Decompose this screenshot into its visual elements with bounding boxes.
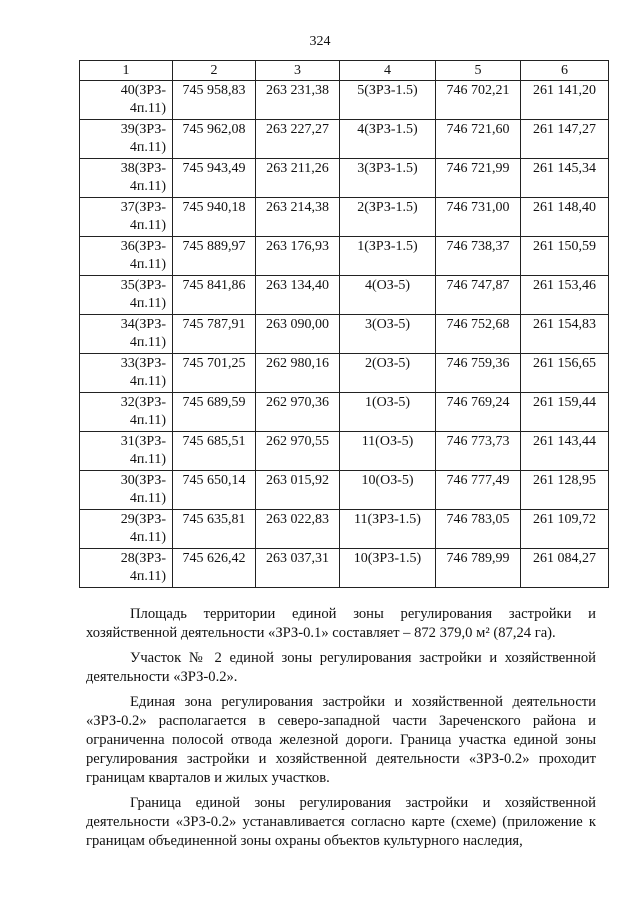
x-coordinate-cell: 745 940,18	[173, 198, 256, 237]
point-id-cell	[80, 315, 173, 354]
x-coordinate-cell-2: 746 769,24	[436, 393, 521, 432]
point-id-cell-2: 3(ЗРЗ-1.5)	[340, 159, 436, 198]
point-id-cell-2: 1(ОЗ-5)	[340, 393, 436, 432]
body-text	[86, 605, 596, 857]
paragraph-section-title: Участок № 2 единой зоны регулирования застройки и хозяйственной деятельности «ЗРЗ-0.2».	[86, 650, 596, 685]
y-coordinate-cell: 263 134,40	[256, 276, 340, 315]
point-id-line-2: 4п.11)	[129, 569, 166, 584]
x-coordinate-cell-2: 746 731,00	[436, 198, 521, 237]
column-header: 1	[80, 61, 173, 81]
point-id-cell	[80, 510, 173, 549]
column-header: 3	[256, 61, 340, 81]
point-id-line-1: 35(ЗРЗ-	[120, 278, 166, 293]
column-header: 5	[436, 61, 521, 81]
y-coordinate-cell-2: 261 148,40	[521, 198, 609, 237]
point-id-line-1: 39(ЗРЗ-	[120, 122, 166, 137]
y-coordinate-cell: 262 970,55	[256, 432, 340, 471]
y-coordinate-cell-2: 261 128,95	[521, 471, 609, 510]
coordinates-table	[79, 60, 609, 588]
y-coordinate-cell: 263 211,26	[256, 159, 340, 198]
x-coordinate-cell-2: 746 773,73	[436, 432, 521, 471]
point-id-cell	[80, 237, 173, 276]
y-coordinate-cell-2: 261 150,59	[521, 237, 609, 276]
y-coordinate-cell-2: 261 084,27	[521, 549, 609, 588]
point-id-line-2: 4п.11)	[129, 452, 166, 467]
point-id-line-1: 31(ЗРЗ-	[120, 434, 166, 449]
y-coordinate-cell: 263 015,92	[256, 471, 340, 510]
y-coordinate-cell: 263 227,27	[256, 120, 340, 159]
y-coordinate-cell-2: 261 156,65	[521, 354, 609, 393]
point-id-line-1: 30(ЗРЗ-	[120, 473, 166, 488]
y-coordinate-cell-2: 261 154,83	[521, 315, 609, 354]
x-coordinate-cell-2: 746 702,21	[436, 81, 521, 120]
table-row	[80, 159, 609, 198]
table-row	[80, 198, 609, 237]
point-id-cell	[80, 120, 173, 159]
x-coordinate-cell-2: 746 777,49	[436, 471, 521, 510]
x-coordinate-cell: 745 841,86	[173, 276, 256, 315]
x-coordinate-cell: 745 958,83	[173, 81, 256, 120]
x-coordinate-cell-2: 746 738,37	[436, 237, 521, 276]
table-row	[80, 510, 609, 549]
point-id-line-2: 4п.11)	[129, 374, 166, 389]
x-coordinate-cell-2: 746 721,60	[436, 120, 521, 159]
point-id-cell	[80, 393, 173, 432]
point-id-cell-2: 1(ЗРЗ-1.5)	[340, 237, 436, 276]
point-id-line-2: 4п.11)	[129, 413, 166, 428]
point-id-cell	[80, 159, 173, 198]
x-coordinate-cell-2: 746 747,87	[436, 276, 521, 315]
x-coordinate-cell: 745 943,49	[173, 159, 256, 198]
y-coordinate-cell-2: 261 145,34	[521, 159, 609, 198]
x-coordinate-cell-2: 746 783,05	[436, 510, 521, 549]
point-id-line-1: 28(ЗРЗ-	[120, 551, 166, 566]
x-coordinate-cell: 745 701,25	[173, 354, 256, 393]
point-id-line-2: 4п.11)	[129, 179, 166, 194]
x-coordinate-cell: 745 685,51	[173, 432, 256, 471]
y-coordinate-cell-2: 261 153,46	[521, 276, 609, 315]
point-id-cell-2: 4(ЗРЗ-1.5)	[340, 120, 436, 159]
table-row	[80, 471, 609, 510]
table-row	[80, 393, 609, 432]
point-id-line-2: 4п.11)	[129, 218, 166, 233]
point-id-cell	[80, 549, 173, 588]
point-id-line-1: 32(ЗРЗ-	[120, 395, 166, 410]
y-coordinate-cell: 263 214,38	[256, 198, 340, 237]
x-coordinate-cell-2: 746 789,99	[436, 549, 521, 588]
point-id-line-1: 33(ЗРЗ-	[120, 356, 166, 371]
table-row	[80, 81, 609, 120]
y-coordinate-cell: 263 090,00	[256, 315, 340, 354]
x-coordinate-cell: 745 650,14	[173, 471, 256, 510]
point-id-cell-2: 2(ЗРЗ-1.5)	[340, 198, 436, 237]
point-id-line-1: 36(ЗРЗ-	[120, 239, 166, 254]
y-coordinate-cell-2: 261 143,44	[521, 432, 609, 471]
y-coordinate-cell-2: 261 141,20	[521, 81, 609, 120]
paragraph-area: Площадь территории единой зоны регулирования застройки и хозяйственной деятельности «ЗРЗ-0.1» составляет – 872 379,0 м² (87,24 га).	[86, 606, 596, 641]
column-header: 4	[340, 61, 436, 81]
table-row	[80, 237, 609, 276]
x-coordinate-cell: 745 689,59	[173, 393, 256, 432]
y-coordinate-cell-2: 261 159,44	[521, 393, 609, 432]
table-row	[80, 549, 609, 588]
x-coordinate-cell-2: 746 721,99	[436, 159, 521, 198]
point-id-cell	[80, 471, 173, 510]
point-id-line-2: 4п.11)	[129, 296, 166, 311]
table-row	[80, 276, 609, 315]
point-id-line-1: 37(ЗРЗ-	[120, 200, 166, 215]
point-id-line-2: 4п.11)	[129, 257, 166, 272]
point-id-cell	[80, 354, 173, 393]
point-id-line-2: 4п.11)	[129, 530, 166, 545]
point-id-cell	[80, 81, 173, 120]
point-id-cell-2: 4(ОЗ-5)	[340, 276, 436, 315]
column-header: 2	[173, 61, 256, 81]
point-id-cell-2: 10(ЗРЗ-1.5)	[340, 549, 436, 588]
column-header: 6	[521, 61, 609, 81]
point-id-cell	[80, 432, 173, 471]
y-coordinate-cell: 263 022,83	[256, 510, 340, 549]
point-id-line-2: 4п.11)	[129, 491, 166, 506]
point-id-line-2: 4п.11)	[129, 335, 166, 350]
table-row	[80, 432, 609, 471]
point-id-line-1: 34(ЗРЗ-	[120, 317, 166, 332]
table-row	[80, 354, 609, 393]
table-header-row	[80, 61, 609, 81]
point-id-line-1: 38(ЗРЗ-	[120, 161, 166, 176]
point-id-cell-2: 5(ЗРЗ-1.5)	[340, 81, 436, 120]
table-body	[80, 81, 609, 588]
point-id-line-2: 4п.11)	[129, 101, 166, 116]
point-id-line-1: 29(ЗРЗ-	[120, 512, 166, 527]
point-id-cell-2: 10(ОЗ-5)	[340, 471, 436, 510]
y-coordinate-cell: 263 176,93	[256, 237, 340, 276]
x-coordinate-cell: 745 635,81	[173, 510, 256, 549]
point-id-line-1: 40(ЗРЗ-	[120, 83, 166, 98]
x-coordinate-cell: 745 626,42	[173, 549, 256, 588]
point-id-cell-2: 2(ОЗ-5)	[340, 354, 436, 393]
point-id-line-2: 4п.11)	[129, 140, 166, 155]
table-row	[80, 120, 609, 159]
point-id-cell	[80, 198, 173, 237]
table-row	[80, 315, 609, 354]
point-id-cell-2: 11(ЗРЗ-1.5)	[340, 510, 436, 549]
point-id-cell-2: 11(ОЗ-5)	[340, 432, 436, 471]
y-coordinate-cell-2: 261 147,27	[521, 120, 609, 159]
paragraph-boundary: Граница единой зоны регулирования застройки и хозяйственной деятельности «ЗРЗ-0.2» устанавливается согласно карте (схеме) (приложение к границам объединенной зоны охраны объектов культурного наследия,	[86, 795, 596, 849]
point-id-cell	[80, 276, 173, 315]
paragraph-location: Единая зона регулирования застройки и хозяйственной деятельности «ЗРЗ-0.2» располагается в северо-западной части Зареченского района и ограниченна полосой отвода железной дороги. Граница участка единой зоны регулирования застройки и хозяйственной деятельности «ЗРЗ-0.2» проходит границам кварталов и жилых участков.	[86, 694, 596, 786]
y-coordinate-cell: 263 037,31	[256, 549, 340, 588]
x-coordinate-cell: 745 889,97	[173, 237, 256, 276]
point-id-cell-2: 3(ОЗ-5)	[340, 315, 436, 354]
y-coordinate-cell: 262 980,16	[256, 354, 340, 393]
x-coordinate-cell: 745 962,08	[173, 120, 256, 159]
x-coordinate-cell-2: 746 752,68	[436, 315, 521, 354]
x-coordinate-cell: 745 787,91	[173, 315, 256, 354]
y-coordinate-cell: 262 970,36	[256, 393, 340, 432]
y-coordinate-cell: 263 231,38	[256, 81, 340, 120]
x-coordinate-cell-2: 746 759,36	[436, 354, 521, 393]
y-coordinate-cell-2: 261 109,72	[521, 510, 609, 549]
page-number: 324	[309, 34, 331, 49]
